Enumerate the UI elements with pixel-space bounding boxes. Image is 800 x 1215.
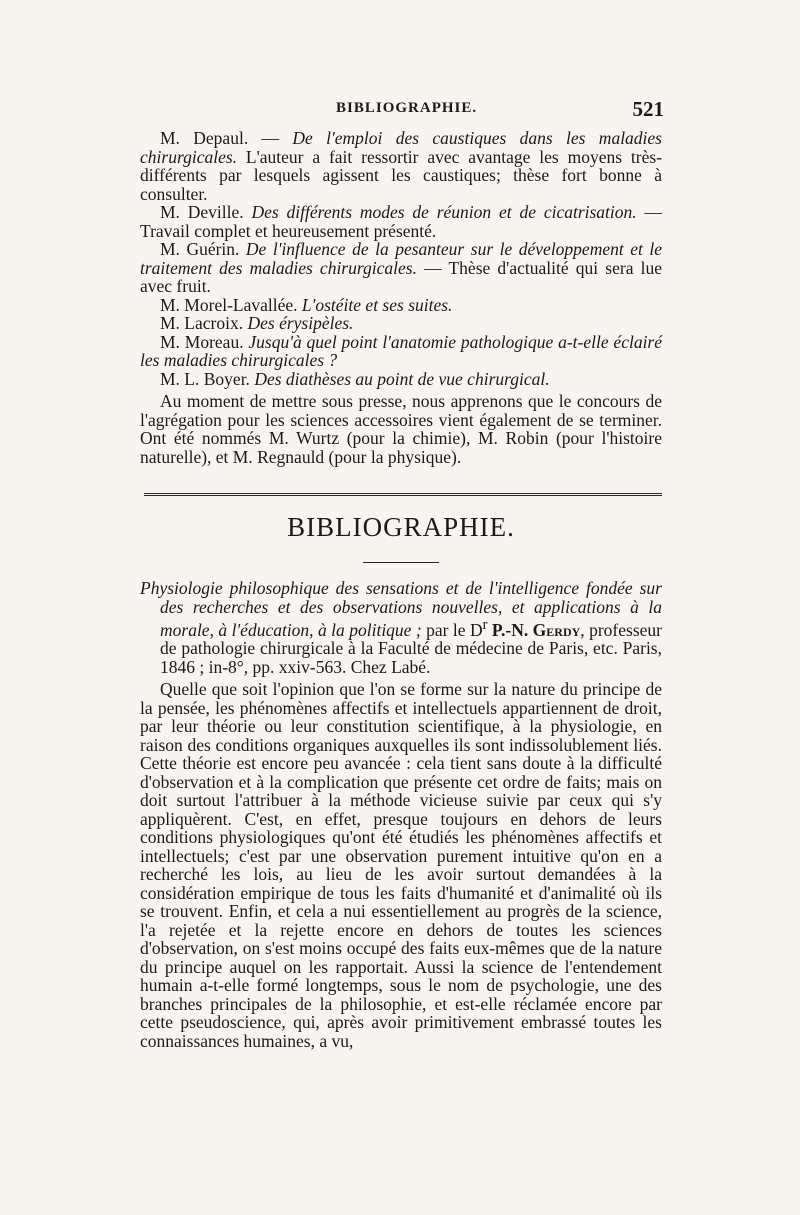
thesis-title: De l'influence de la pesanteur sur le développement et le traitement des maladies chirurgicales. — [140, 239, 662, 278]
thesis-author: M. Moreau. — [160, 331, 249, 352]
title-rule — [363, 562, 439, 563]
thesis-comment: — Thèse d'actualité qui sera lue avec fruit. — [140, 257, 662, 296]
running-head — [140, 97, 664, 124]
page-number: 521 — [632, 97, 664, 121]
thesis-author: M. Guérin. — [160, 239, 246, 259]
thesis-title: Jusqu'à quel point l'anatomie pathologique a-t-elle éclairé les maladies chirurgicales ? — [140, 331, 663, 370]
thesis-entry — [140, 129, 662, 203]
review-body — [140, 680, 662, 1050]
thesis-entry — [140, 370, 662, 389]
running-head-title: BIBLIOGRAPHIE. — [336, 100, 478, 116]
book-by: par le D — [421, 619, 483, 640]
thesis-title: Des diathèses au point de vue chirurgical. — [254, 368, 550, 389]
thesis-title: Des érysipèles. — [247, 313, 354, 333]
review-paragraph: Quelle que soit l'opinion que l'on se forme sur la nature du principe de la pensée, les phénomènes affectifs et intellectuels appartiennent de droit, par leur théorie ou leur constitution scientifique, à la physiologie, en raison des conditions organiques auxquelles ils sont indissolublement liés. Cette théorie est encore peu avancée : cela tient sans doute à la difficulté d'observation et à la complication que présente cet ordre de faits; mais on doit surtout l'attribuer à la méthode vicieuse suivie par ceux qui s'y appliquèrent. C'est, en effet, presque toujours en dehors de leurs conditions physiologiques qu'ont été étudiés les phénomènes affectifs et intellectuels; c'est par une observation purement intuitive qu'on en a recherché les lois, au lieu de les avoir surtout demandées à la considération empirique de tous les faits d'humanité et d'animalité où ils se trouvent. Enfin, et cela a nui essentiellement au progrès de la science, l'a rejetée et la rejette encore en dehors de toutes les sciences d'observation, on s'est moins occupé des faits eux-mêmes que de la nature du principe auquel on les rapportait. Aussi la science de l'entendement humain a-t-elle formé longtemps, sous le nom de psychologie, une des branches principales de la philosophie, et est-elle réclamée encore par cette pseudoscience, qui, après avoir primitivement embrassé toutes les connaissances humaines, a vu, — [140, 679, 662, 1051]
thesis-comment: — Travail complet et heureusement présenté. — [140, 202, 663, 241]
thesis-entry — [140, 333, 662, 370]
thesis-entry — [140, 296, 662, 315]
book-details: , professeur de pathologie chirurgicale à la Faculté de médecine de Paris, etc. Paris, 1846 ; in-8°, pp. xxiv-563. Chez Labé. — [160, 619, 662, 677]
thesis-author: M. Lacroix. — [160, 313, 248, 333]
thesis-entry — [140, 203, 662, 240]
thesis-title: L'ostéite et ses suites. — [301, 294, 453, 315]
thesis-comment: L'auteur a fait ressortir avec avantage les moyens très-différents par lesquels agissent les caustiques; thèse fort bonne à consulter. — [140, 146, 662, 204]
book-by-sup: r — [482, 617, 488, 633]
thesis-author: M. Depaul. — — [160, 128, 293, 148]
thesis-author: M. Deville. — [160, 202, 252, 222]
book-title: Physiologie philosophique des sensations et de l'intelligence fondée sur des recherches et des observations nouvelles, et applications à la morale, à l'éducation, à la politique ; — [140, 578, 662, 640]
book-author: P.-N. Gerdy — [487, 619, 581, 640]
thesis-author: M. L. Boyer. — [160, 368, 255, 389]
book-entry — [140, 579, 662, 676]
theses-list — [140, 129, 662, 466]
news-paragraph: Au moment de mettre sous presse, nous apprenons que le concours de l'agrégation pour les sciences accessoires vient également de se terminer. Ont été nommés M. Wurtz (pour la chimie), M. Robin (pour l'histoire naturelle), et M. Regnauld (pour la physique). — [140, 391, 662, 467]
thesis-entry — [140, 314, 662, 333]
section-divider — [144, 493, 662, 496]
thesis-title: Des différents modes de réunion et de cicatrisation. — [251, 202, 637, 222]
thesis-title: De l'emploi des caustiques dans les maladies chirurgicales. — [140, 128, 662, 167]
thesis-author: M. Morel-Lavallée. — [160, 294, 302, 315]
section-title: BIBLIOGRAPHIE. — [287, 512, 515, 542]
thesis-entry — [140, 240, 662, 296]
